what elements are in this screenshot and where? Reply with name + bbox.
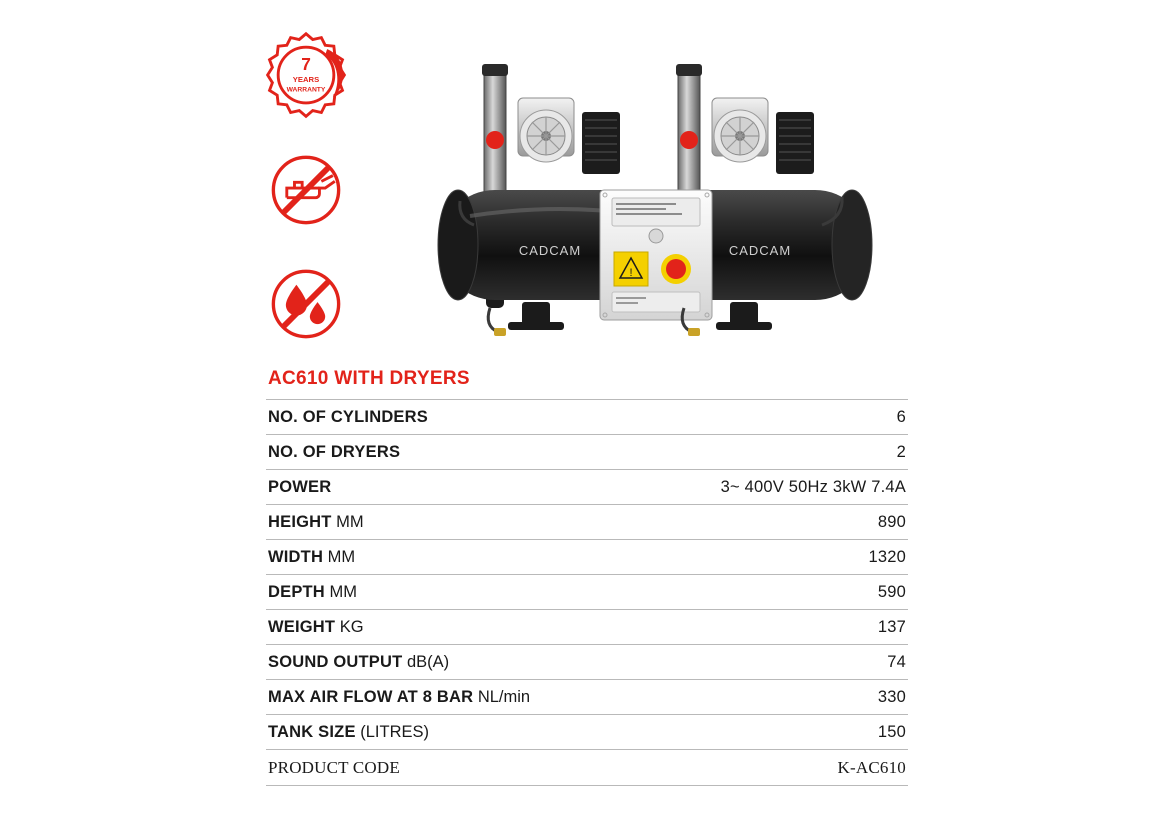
spec-value: K-AC610 xyxy=(587,750,908,786)
svg-text:!: ! xyxy=(629,267,633,279)
spec-label-text: MAX AIR FLOW AT 8 BAR xyxy=(268,688,474,706)
spec-label xyxy=(266,715,587,750)
table-row xyxy=(266,400,908,435)
specification-table-section xyxy=(266,368,908,786)
warranty-word-label: WARRANTY xyxy=(286,86,326,94)
spec-value: 150 xyxy=(587,715,908,750)
spec-label xyxy=(266,470,587,505)
spec-label xyxy=(266,680,587,715)
spec-label xyxy=(266,505,587,540)
spec-label-text: HEIGHT xyxy=(268,513,332,531)
spec-unit-text: KG xyxy=(335,618,364,636)
spec-label-text: WIDTH xyxy=(268,548,324,566)
specification-table xyxy=(266,400,908,786)
spec-unit-text: dB(A) xyxy=(402,653,450,671)
spec-unit-text: NL/min xyxy=(473,688,531,706)
table-row xyxy=(266,680,908,715)
spec-unit-text: (LITRES) xyxy=(355,723,430,741)
water-free-icon xyxy=(258,256,354,352)
spec-label xyxy=(266,400,587,435)
spec-value: 3~ 400V 50Hz 3kW 7.4A xyxy=(587,470,908,505)
spec-value: 1320 xyxy=(587,540,908,575)
spec-unit-text: MM xyxy=(323,548,356,566)
spec-label-text: DEPTH xyxy=(268,583,325,601)
spec-label-text: NO. OF CYLINDERS xyxy=(268,408,428,426)
spec-value: 2 xyxy=(587,435,908,470)
spec-label xyxy=(266,540,587,575)
spec-unit-text: MM xyxy=(331,513,364,531)
table-row xyxy=(266,540,908,575)
tank-brand-label: CADCAM xyxy=(518,243,582,258)
oil-free-icon xyxy=(258,142,354,238)
table-row xyxy=(266,610,908,645)
spec-label-text: WEIGHT xyxy=(268,618,336,636)
spec-value: 590 xyxy=(587,575,908,610)
table-row xyxy=(266,575,908,610)
spec-title: AC610 WITH DRYERS xyxy=(266,368,908,400)
tank-brand-label-2: CADCAM xyxy=(728,243,792,258)
spec-label xyxy=(266,435,587,470)
spec-value: 74 xyxy=(587,645,908,680)
spec-value: 330 xyxy=(587,680,908,715)
spec-unit-text: MM xyxy=(324,583,357,601)
spec-label xyxy=(266,575,587,610)
spec-label-text: PRODUCT CODE xyxy=(268,758,400,777)
warranty-years-number: 7 xyxy=(301,54,311,75)
feature-badge-column xyxy=(258,28,368,352)
spec-label-text: POWER xyxy=(268,478,332,496)
spec-value: 137 xyxy=(587,610,908,645)
spec-value: 890 xyxy=(587,505,908,540)
spec-label-text: TANK SIZE xyxy=(268,723,356,741)
warranty-years-label: YEARS xyxy=(292,74,320,84)
table-row xyxy=(266,435,908,470)
cattani-ac610-compressor-image xyxy=(430,40,880,340)
spec-label-text: NO. OF DRYERS xyxy=(268,443,401,461)
table-row xyxy=(266,470,908,505)
table-row xyxy=(266,715,908,750)
spec-label xyxy=(266,610,587,645)
warranty-badge-icon xyxy=(258,28,354,124)
table-row xyxy=(266,645,908,680)
table-row xyxy=(266,505,908,540)
spec-value: 6 xyxy=(587,400,908,435)
table-row xyxy=(266,750,908,786)
spec-label-text: SOUND OUTPUT xyxy=(268,653,403,671)
spec-label xyxy=(266,750,587,786)
spec-label xyxy=(266,645,587,680)
